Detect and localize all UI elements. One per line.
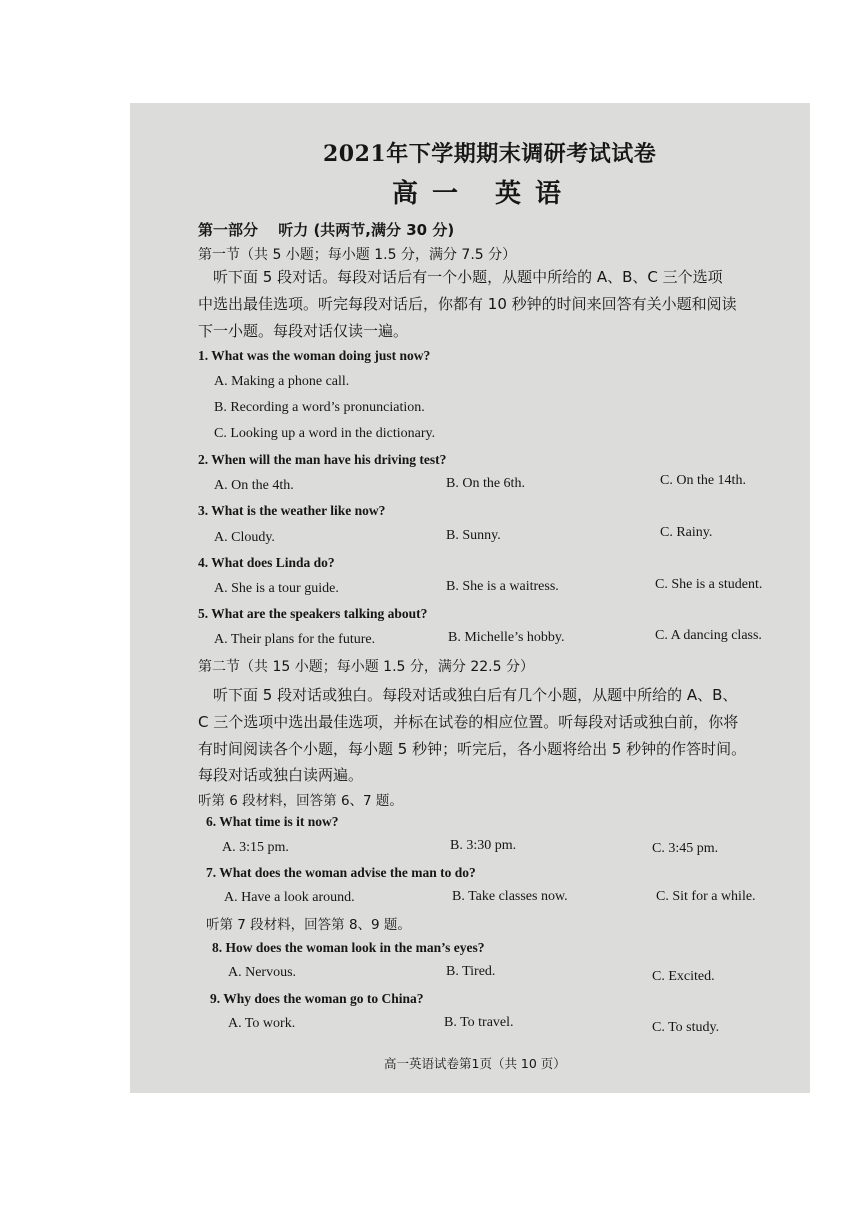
question-8: 8. How does the woman look in the man’s eyes? <box>212 940 485 955</box>
question-5: 5. What are the speakers talking about? <box>198 606 428 621</box>
q4-option-c: C. She is a student. <box>655 577 763 592</box>
q2-option-a: A. On the 4th. <box>214 478 294 493</box>
section-one-instruction-line: 中选出最佳选项。听完每段对话后，你都有 10 秒钟的时间来回答有关小题和阅读 <box>198 295 737 313</box>
q7-option-c: C. Sit for a while. <box>656 889 756 904</box>
exam-page <box>130 103 810 1093</box>
q3-option-c: C. Rainy. <box>660 525 713 540</box>
part-one-heading: 第一部分 听力 (共两节,满分 30 分) <box>198 221 455 239</box>
q5-option-b: B. Michelle’s hobby. <box>448 630 565 645</box>
q6-option-b: B. 3:30 pm. <box>450 838 517 853</box>
question-3: 3. What is the weather like now? <box>198 503 386 518</box>
q2-option-b: B. On the 6th. <box>446 476 525 491</box>
q5-option-c: C. A dancing class. <box>655 628 762 643</box>
q6-option-a: A. 3:15 pm. <box>222 840 289 855</box>
question-4: 4. What does Linda do? <box>198 555 335 570</box>
page-footer: 高一英语试卷第1页（共 10 页） <box>384 1056 566 1071</box>
q2-option-c: C. On the 14th. <box>660 473 746 488</box>
q5-option-a: A. Their plans for the future. <box>214 632 376 647</box>
q8-option-a: A. Nervous. <box>228 965 297 980</box>
q8-option-b: B. Tired. <box>446 964 496 979</box>
q9-option-c: C. To study. <box>652 1020 720 1035</box>
section-one-instruction-line: 下一小题。每段对话仅读一遍。 <box>198 322 409 340</box>
q6-option-c: C. 3:45 pm. <box>652 841 719 856</box>
q9-option-a: A. To work. <box>228 1016 296 1031</box>
q3-option-a: A. Cloudy. <box>214 530 275 545</box>
section-one-heading: 第一节（共 5 小题；每小题 1.5 分，满分 7.5 分） <box>198 247 517 263</box>
q8-option-c: C. Excited. <box>652 969 715 984</box>
section-two-instruction-line: 每段对话或独白读两遍。 <box>198 766 364 784</box>
section-two-instruction-line: C 三个选项中选出最佳选项，并标在试卷的相应位置。听每段对话或独白前，你将 <box>198 713 739 731</box>
exam-title: 2021年下学期期末调研考试试卷 <box>323 141 657 167</box>
q9-option-b: B. To travel. <box>444 1015 514 1030</box>
subject-title: 高一 英语 <box>392 179 576 209</box>
section-two-instruction-line: 有时间阅读各个小题，每小题 5 秒钟；听完后，各小题将给出 5 秒钟的作答时间。 <box>198 740 747 758</box>
question-6: 6. What time is it now? <box>206 814 339 829</box>
q4-option-a: A. She is a tour guide. <box>214 581 339 596</box>
section-two-heading: 第二节（共 15 小题；每小题 1.5 分，满分 22.5 分） <box>198 659 534 675</box>
question-2: 2. When will the man have his driving test? <box>198 452 447 467</box>
q4-option-b: B. She is a waitress. <box>446 579 559 594</box>
question-7: 7. What does the woman advise the man to do? <box>206 865 476 880</box>
q1-option-a: A. Making a phone call. <box>214 374 350 389</box>
material-7-note: 听第 7 段材料，回答第 8、9 题。 <box>206 917 411 933</box>
question-1: 1. What was the woman doing just now? <box>198 348 431 363</box>
q1-option-c: C. Looking up a word in the dictionary. <box>214 426 436 441</box>
question-9: 9. Why does the woman go to China? <box>210 991 424 1006</box>
section-one-instruction-line: 听下面 5 段对话。每段对话后有一个小题，从题中所给的 A、B、C 三个选项 <box>198 268 723 286</box>
q7-option-a: A. Have a look around. <box>224 890 355 905</box>
section-two-instruction-line: 听下面 5 段对话或独白。每段对话或独白后有几个小题，从题中所给的 A、B、 <box>198 686 738 704</box>
q3-option-b: B. Sunny. <box>446 528 501 543</box>
material-6-note: 听第 6 段材料，回答第 6、7 题。 <box>198 793 403 809</box>
q1-option-b: B. Recording a word’s pronunciation. <box>214 400 425 415</box>
q7-option-b: B. Take classes now. <box>452 889 568 904</box>
